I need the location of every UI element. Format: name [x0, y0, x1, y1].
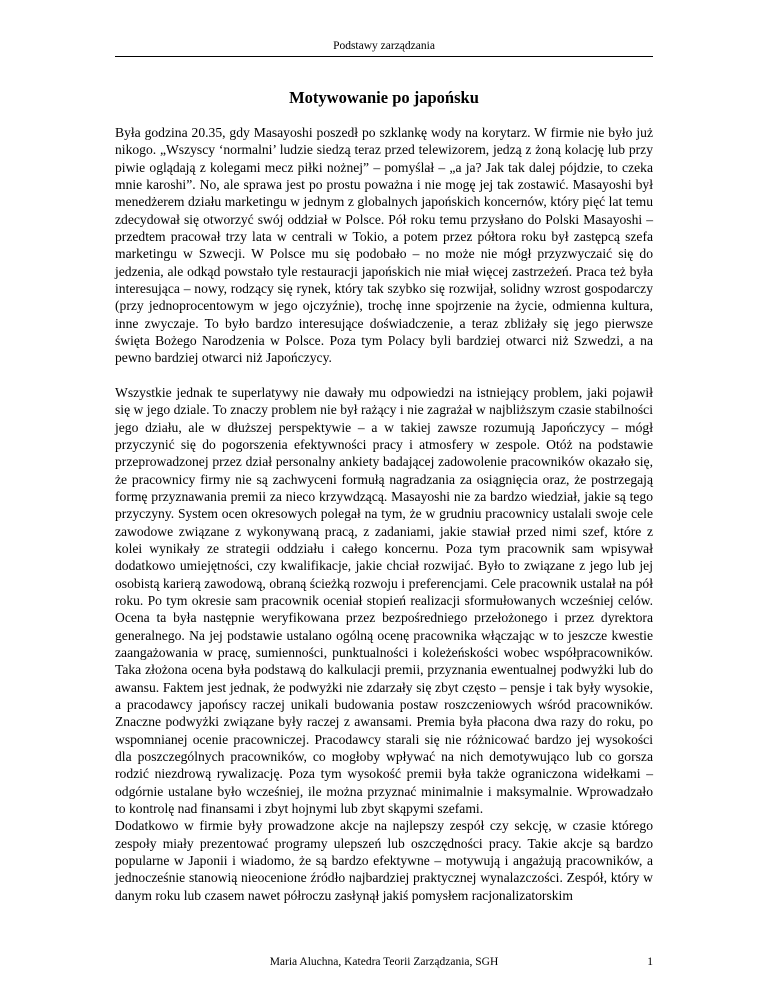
- paragraph-3: Dodatkowo w firmie były prowadzone akcje na najlepszy zespół czy sekcję, w czasie którego zespoły miały prezentować programy ulepszeń lub oszczędności pracy. Takie akcje są bardzo popularne w Japonii i wiadomo, że są bardzo efektywne – motywują i angażują pracowników, a jednocześnie stanowią nieocenione źródło najbardziej praktycznej wynalazczości. Zespół, który w danym roku lub czasem nawet półroczu zasłynął jakiś pomysłem racjonalizatorskim: [115, 818, 653, 903]
- running-header: Podstawy zarządzania: [333, 40, 435, 52]
- footer-credit: Maria Aluchna, Katedra Teorii Zarządzania, SGH: [269, 956, 499, 968]
- paragraph-1: Była godzina 20.35, gdy Masayoshi poszedł po szklankę wody na korytarz. W firmie nie było już nikogo. „Wszyscy ‘normalni’ ludzie siedzą teraz przed telewizorem, jedzą z żoną kolację lub przy piwie oglądają z kolegami mecz piłki nożnej” – pomyślał – „a ja? Jak tak dalej pójdzie, to czeka mnie karoshi”. No, ale sprawa jest po prostu poważna i nie mogę jej tak zostawić. Masayoshi był menedżerem działu marketingu w jednym z globalnych japońskich koncernów, który pięć lat temu zdecydował się otworzyć swój oddział w Polsce. Pół roku temu przysłano do Polski Masayoshi – przedtem pracował trzy lata w centrali w Tokio, a potem przez półtora roku był zastępcą szefa marketingu w Szwecji. W Polsce mu się podobało – no może nie mógł przyzwyczaić się do jedzenia, ale odkąd powstało tyle restauracji japońskich nie miał więcej zastrzeżeń. Praca też była interesująca – nowy, rodzący się rynek, który tak szybko się rozwijał, solidny wzrost gospodarczy (przy jednoprocentowym w jego ojczyźnie), trochę inne spojrzenie na życie, odmienna kultura, inne zwyczaje. To było bardzo interesujące doświadczenie, a teraz zbliżały się jego pierwsze święta Bożego Narodzenia w Polsce. Poza tym Polacy byli bardziej otwarci niż Szwedzi, a na pewno bardziej otwarci niż Japończycy.: [115, 125, 653, 366]
- page-footer: [115, 955, 653, 969]
- paragraph-2: Wszystkie jednak te superlatywy nie dawały mu odpowiedzi na istniejący problem, jaki pojawił się w jego dziale. To znaczy problem nie był rażący i nie zagrażał w najbliższym czasie stabilności jego działu, ale w dłuższej perspektywie – a w takiej zawsze rozumują Japończycy – mógł przyczynić się do pogorszenia efektywności pracy i atmosfery w zespole. Otóż na podstawie przeprowadzonej przez dział personalny ankiety badającej zadowolenie pracowników okazało się, że pracownicy firmy nie są zachwyceni formułą nagradzania za osiągnięcia oraz, że postrzegają formę przyznawania premii za nieco krzywdzącą. Masayoshi nie za bardzo wiedział, jakie są tego przyczyny. System ocen okresowych polegał na tym, że w grudniu pracownicy ustalali swoje cele zawodowe związane z wykonywaną pracą, z zadaniami, jakie stawiał przed nimi szef, które z kolei wynikały ze strategii oddziału i całego koncernu. Poza tym pracownik sam wpisywał dodatkowo umiejętności, czy kwalifikacje, jakie chciał rozwijać. Było to związane z jego lub jej osobistą karierą zawodową, obraną ścieżką rozwoju i preferencjami. Cele pracownik ustalał na pół roku. Po tym okresie sam pracownik oceniał stopień realizacji sformułowanych wcześniej celów. Ocena ta była następnie weryfikowana przez bezpośredniego przełożonego i przez dyrektora generalnego. Na jej podstawie ustalano ogólną ocenę pracownika włączając w to jeszcze kwestie zaangażowania w pracę, sumienności, punktualności i koleżeńskości wobec współpracowników. Taka złożona ocena była podstawą do kalkulacji premii, przyznania ewentualnej podwyżki lub do awansu. Faktem jest jednak, że podwyżki nie zdarzały się zbyt często – pensje i tak były wysokie, a pracodawcy japońscy raczej unikali budowania postaw roszczeniowych wśród pracowników. Znaczne podwyżki związane były raczej z awansami. Premia była płacona dwa razy do roku, po wspomnianej ocenie pracowniczej. Pracodawcy starali się nie różnicować bardzo jej wysokości dla poszczególnych pracowników, co mogłoby wpływać na nich demotywująco lub co gorsza rodzić niezdrową rywalizację. Poza tym wysokość premii była także ograniczona widełkami – odgórnie ustalane było wcześniej, ile można przyznać minimalnie i maksymalnie. Wprowadzało to kontrolę nad finansami i zbyt hojnymi lub zbyt skąpymi szefami.: [115, 384, 653, 817]
- document-title: Motywowanie po japońsku: [289, 88, 479, 107]
- page-number: 1: [647, 956, 653, 968]
- document-body: [115, 124, 653, 904]
- header-divider: [115, 56, 653, 57]
